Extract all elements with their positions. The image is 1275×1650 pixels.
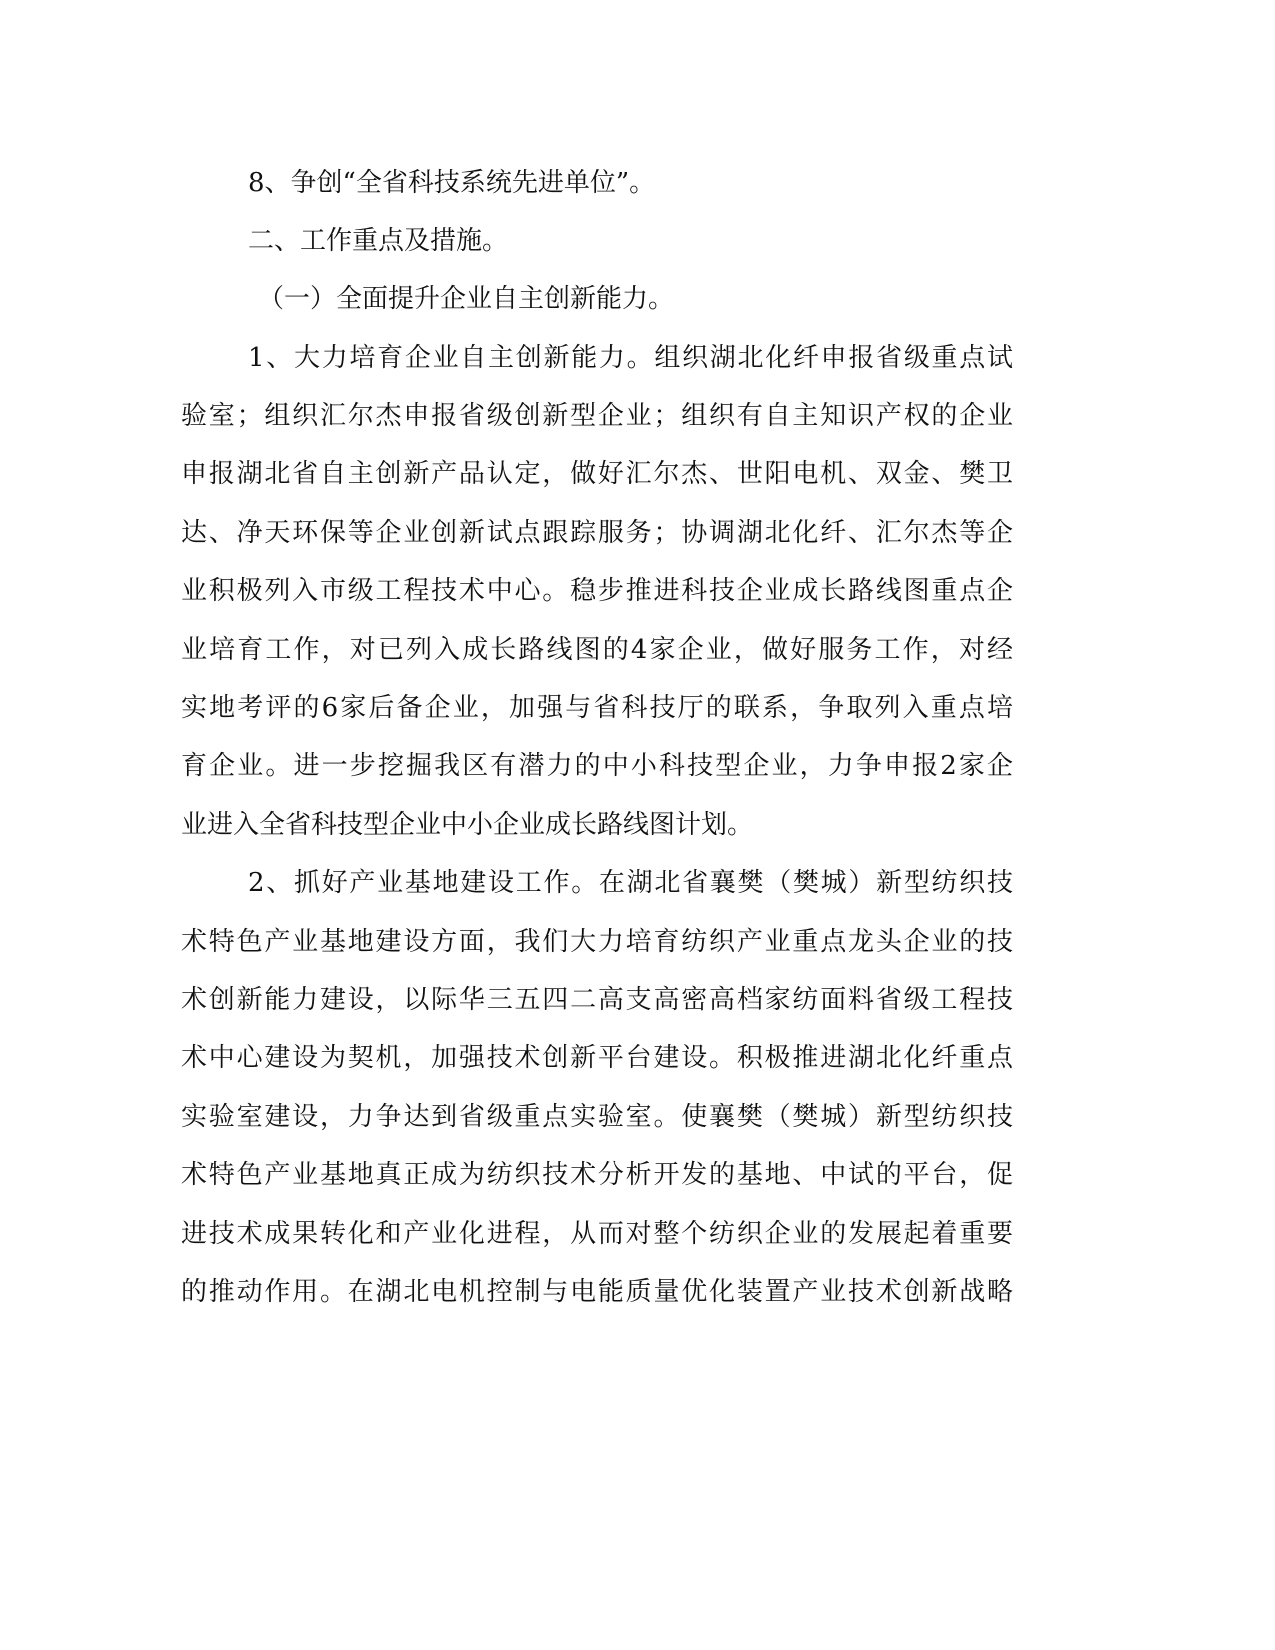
paragraph-2-line-2: 术特色产业基地建设方面，我们大力培育纺织产业重点龙头企业的技 [181, 927, 1013, 957]
subsection-heading: （一）全面提升企业自主创新能力。 [258, 284, 675, 314]
paragraph-2-line-6: 术特色产业基地真正成为纺织技术分析开发的基地、中试的平台，促 [181, 1160, 1013, 1190]
paragraph-1-line-4: 达、净天环保等企业创新试点跟踪服务；协调湖北化纤、汇尔杰等企 [181, 518, 1013, 548]
paragraph-1-line-3: 申报湖北省自主创新产品认定，做好汇尔杰、世阳电机、双金、樊卫 [181, 459, 1013, 489]
paragraph-1-line-1: 1、大力培育企业自主创新能力。组织湖北化纤申报省级重点试 [248, 343, 1013, 373]
paragraph-1-line-2: 验室；组织汇尔杰申报省级创新型企业；组织有自主知识产权的企业 [181, 401, 1013, 431]
paragraph-2-line-5: 实验室建设，力争达到省级重点实验室。使襄樊（樊城）新型纺织技 [181, 1102, 1013, 1132]
paragraph-1-line-9: 业进入全省科技型企业中小企业成长路线图计划。 [181, 810, 754, 840]
paragraph-2-line-3: 术创新能力建设，以际华三五四二高支高密高档家纺面料省级工程技 [181, 985, 1013, 1015]
paragraph-2-line-8: 的推动作用。在湖北电机控制与电能质量优化装置产业技术创新战略 [181, 1277, 1013, 1307]
paragraph-2-line-7: 进技术成果转化和产业化进程，从而对整个纺织企业的发展起着重要 [181, 1219, 1013, 1249]
paragraph-1-line-7: 实地考评的6家后备企业，加强与省科技厅的联系，争取列入重点培 [181, 693, 1013, 723]
paragraph-1-line-8: 育企业。进一步挖掘我区有潜力的中小科技型企业，力争申报2家企 [181, 751, 1013, 781]
paragraph-1-line-5: 业积极列入市级工程技术中心。稳步推进科技企业成长路线图重点企 [181, 576, 1013, 606]
section-heading: 二、工作重点及措施。 [248, 226, 509, 256]
list-item-8: 8、争创“全省科技系统先进单位”。 [248, 168, 656, 198]
paragraph-2-line-1: 2、抓好产业基地建设工作。在湖北省襄樊（樊城）新型纺织技 [248, 868, 1013, 898]
paragraph-2-line-4: 术中心建设为契机，加强技术创新平台建设。积极推进湖北化纤重点 [181, 1043, 1013, 1073]
paragraph-1-line-6: 业培育工作，对已列入成长路线图的4家企业，做好服务工作，对经 [181, 635, 1013, 665]
